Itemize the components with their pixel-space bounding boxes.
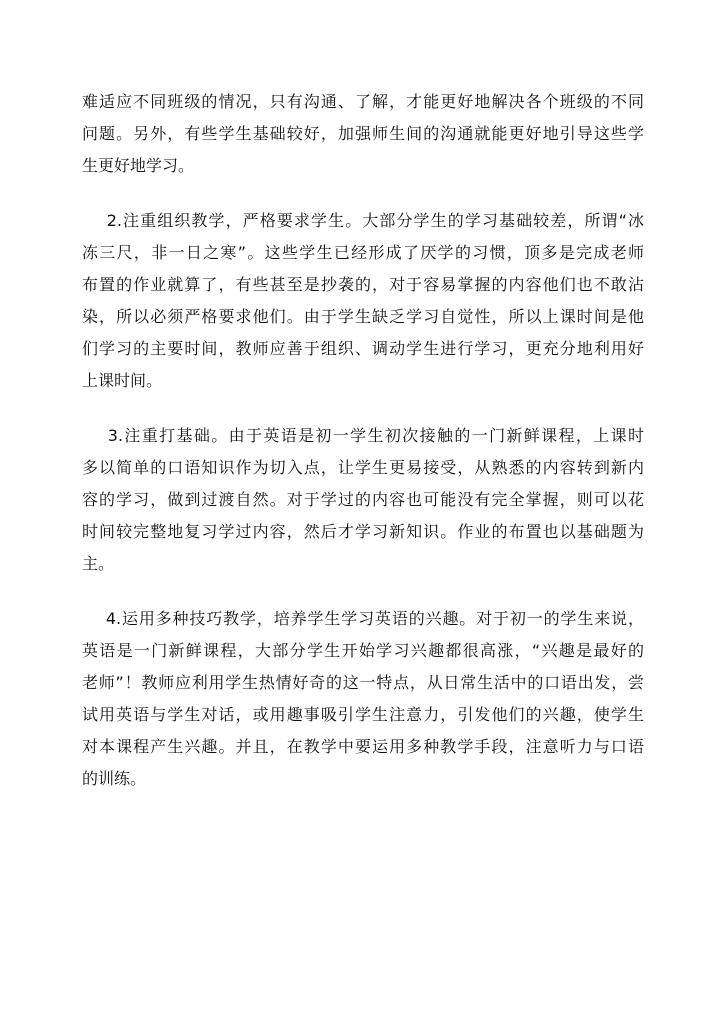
paragraph-line: 4.运用多种技巧教学，培养学生学习英语的兴趣。对于初一的学生来说，	[82, 609, 644, 628]
paragraph-line: 主。	[82, 554, 115, 573]
paragraph-2	[82, 205, 644, 397]
paragraph-line: 的训练。	[82, 769, 147, 788]
paragraph-line: 老师”！教师应利用学生热情好奇的这一特点，从日常生活中的口语出发，尝	[82, 673, 644, 692]
paragraph-3	[82, 420, 644, 580]
paragraph-line: 时间较完整地复习学过内容，然后才学习新知识。作业的布置也以基础题为	[82, 522, 644, 541]
paragraph-line: 2.注重组织教学，严格要求学生。大部分学生的学习基础较差，所谓“冰	[82, 211, 644, 230]
paragraph-line: 们学习的主要时间，教师应善于组织、调动学生进行学习，更充分地利用好	[82, 339, 644, 358]
paragraph-line: 难适应不同班级的情况，只有沟通、了解，才能更好地解决各个班级的不同	[82, 92, 644, 111]
paragraph-line: 冻三尺，非一日之寒”。这些学生已经形成了厌学的习惯，顶多是完成老师	[82, 243, 644, 262]
paragraph-line: 容的学习，做到过渡自然。对于学过的内容也可能没有完全掌握，则可以花	[82, 490, 644, 509]
paragraph-line: 上课时间。	[82, 371, 163, 390]
document-body	[82, 86, 644, 818]
paragraph-line: 对本课程产生兴趣。并且，在教学中要运用多种教学手段，注意听力与口语	[82, 737, 644, 756]
paragraph-line: 3.注重打基础。由于英语是初一学生初次接触的一门新鲜课程，上课时	[82, 426, 644, 445]
paragraph-line: 问题。另外，有些学生基础较好，加强师生间的沟通就能更好地引导这些学	[82, 124, 644, 143]
paragraph-1	[82, 86, 644, 182]
paragraph-line: 染，所以必须严格要求他们。由于学生缺乏学习自觉性，所以上课时间是他	[82, 307, 644, 326]
paragraph-4	[82, 603, 644, 795]
paragraph-line: 英语是一门新鲜课程，大部分学生开始学习兴趣都很高涨，“兴趣是最好的	[82, 641, 644, 660]
paragraph-line: 布置的作业就算了，有些甚至是抄袭的，对于容易掌握的内容他们也不敢沾	[82, 275, 644, 294]
paragraph-line: 生更好地学习。	[82, 156, 195, 175]
paragraph-line: 试用英语与学生对话，或用趣事吸引学生注意力，引发他们的兴趣，使学生	[82, 705, 644, 724]
paragraph-line: 多以简单的口语知识作为切入点，让学生更易接受，从熟悉的内容转到新内	[82, 458, 644, 477]
